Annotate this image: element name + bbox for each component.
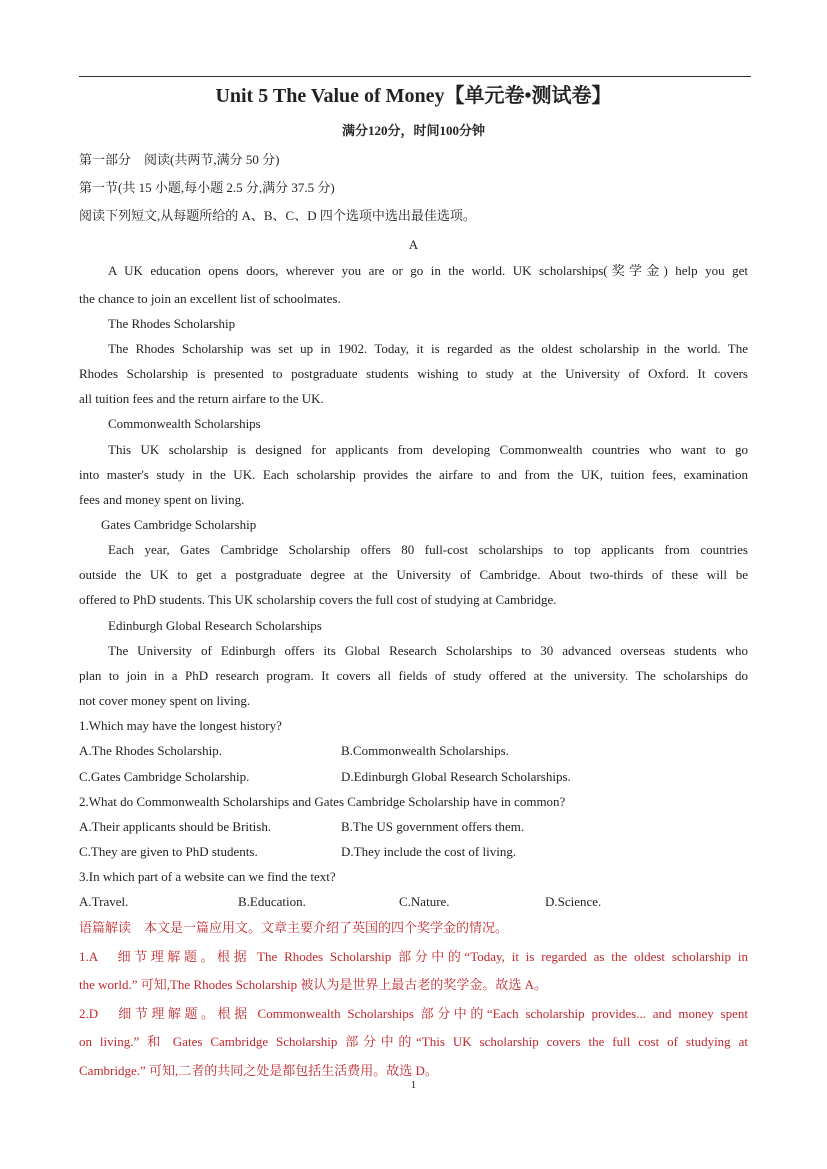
gates-line: Each year, Gates Cambridge Scholarship offers 80 full-cost scholarships to top applicants from countries (108, 542, 748, 557)
question-3-option-c: C.Nature. (399, 894, 450, 909)
directions: 阅读下列短文,从每题所给的 A、B、C、D 四个选项中选出最佳选项。 (79, 208, 476, 223)
gates-line: offered to PhD students. This UK scholarship covers the full cost of studying at Cambridge. (79, 592, 557, 607)
part-heading: 第一部分 阅读(共两节,满分 50 分) (79, 152, 280, 167)
page-title: Unit 5 The Value of Money【单元卷•测试卷】 (215, 85, 612, 107)
commonwealth-line: fees and money spent on living. (79, 492, 245, 507)
analysis-overview: 语篇解读 本文是一篇应用文。文章主要介绍了英国的四个奖学金的情况。 (79, 920, 509, 935)
question-3-option-b: B.Education. (238, 894, 306, 909)
edinburgh-heading: Edinburgh Global Research Scholarships (108, 618, 322, 633)
commonwealth-heading: Commonwealth Scholarships (108, 416, 261, 431)
rhodes-line: Rhodes Scholarship is presented to postgraduate students wishing to study at the University of Oxford. It covers (79, 366, 748, 381)
question-2-option-c: C.They are given to PhD students. (79, 844, 258, 859)
answer-2-line: on living.” 和 Gates Cambridge Scholarship 部分中的“This UK scholarship covers the full cost of studying at (79, 1034, 748, 1049)
intro-line: A UK education opens doors, wherever you are or go in the world. UK scholarships(奖学金) help you get (108, 263, 748, 278)
question-3-option-a: A.Travel. (79, 894, 129, 909)
edinburgh-line: plan to join in a PhD research program. It covers all fields of study offered at the university. The scholarships do (79, 668, 748, 683)
edinburgh-line: The University of Edinburgh offers its Global Research Scholarships to 30 advanced overseas students who (108, 643, 748, 658)
question-2-option-b: B.The US government offers them. (341, 819, 525, 834)
intro-line: the chance to join an excellent list of schoolmates. (79, 291, 341, 306)
page-number: 1 (410, 1079, 417, 1091)
question-2-option-d: D.They include the cost of living. (341, 844, 517, 859)
gates-line: outside the UK to get a postgraduate degree at the University of Cambridge. About two-thirds of these will be (79, 567, 748, 582)
answer-1-line: the world.” 可知,The Rhodes Scholarship 被认为是世界上最古老的奖学金。故选 A。 (79, 977, 547, 992)
answer-2-line: 2.D 细节理解题。根据 Commonwealth Scholarships 部分中的“Each scholarship provides... and money spent (79, 1006, 748, 1021)
question-2-option-a: A.Their applicants should be British. (79, 819, 272, 834)
rhodes-line: The Rhodes Scholarship was set up in 1902. Today, it is regarded as the oldest scholarship in the world. The (108, 341, 748, 356)
rhodes-heading: The Rhodes Scholarship (108, 316, 236, 331)
question-1-stem: 1.Which may have the longest history? (79, 718, 282, 733)
edinburgh-line: not cover money spent on living. (79, 693, 251, 708)
commonwealth-line: This UK scholarship is designed for applicants from developing Commonwealth countries who want to go (108, 442, 748, 457)
gates-heading: Gates Cambridge Scholarship (101, 517, 257, 532)
answer-1-line: 1.A 细节理解题。根据 The Rhodes Scholarship 部分中的“Today, it is regarded as the oldest scholarship in (79, 949, 748, 964)
header-rule (79, 76, 751, 77)
answer-2-line: Cambridge.” 可知,二者的共同之处是都包括生活费用。故选 D。 (79, 1063, 438, 1078)
question-1-option-c: C.Gates Cambridge Scholarship. (79, 769, 250, 784)
question-1-option-d: D.Edinburgh Global Research Scholarships. (341, 769, 571, 784)
question-2-stem: 2.What do Commonwealth Scholarships and Gates Cambridge Scholarship have in common? (79, 794, 566, 809)
exam-info: 满分120分，时间100分钟 (341, 123, 485, 138)
passage-label: A (408, 237, 419, 252)
section-heading: 第一节(共 15 小题,每小题 2.5 分,满分 37.5 分) (79, 180, 335, 195)
rhodes-line: all tuition fees and the return airfare to the UK. (79, 391, 324, 406)
question-1-option-a: A.The Rhodes Scholarship. (79, 743, 222, 758)
question-1-option-b: B.Commonwealth Scholarships. (341, 743, 509, 758)
question-3-stem: 3.In which part of a website can we find the text? (79, 869, 336, 884)
commonwealth-line: into master's study in the UK. Each scholarship provides the airfare to and from the UK, tuition fees, examination (79, 467, 748, 482)
question-3-option-d: D.Science. (545, 894, 602, 909)
